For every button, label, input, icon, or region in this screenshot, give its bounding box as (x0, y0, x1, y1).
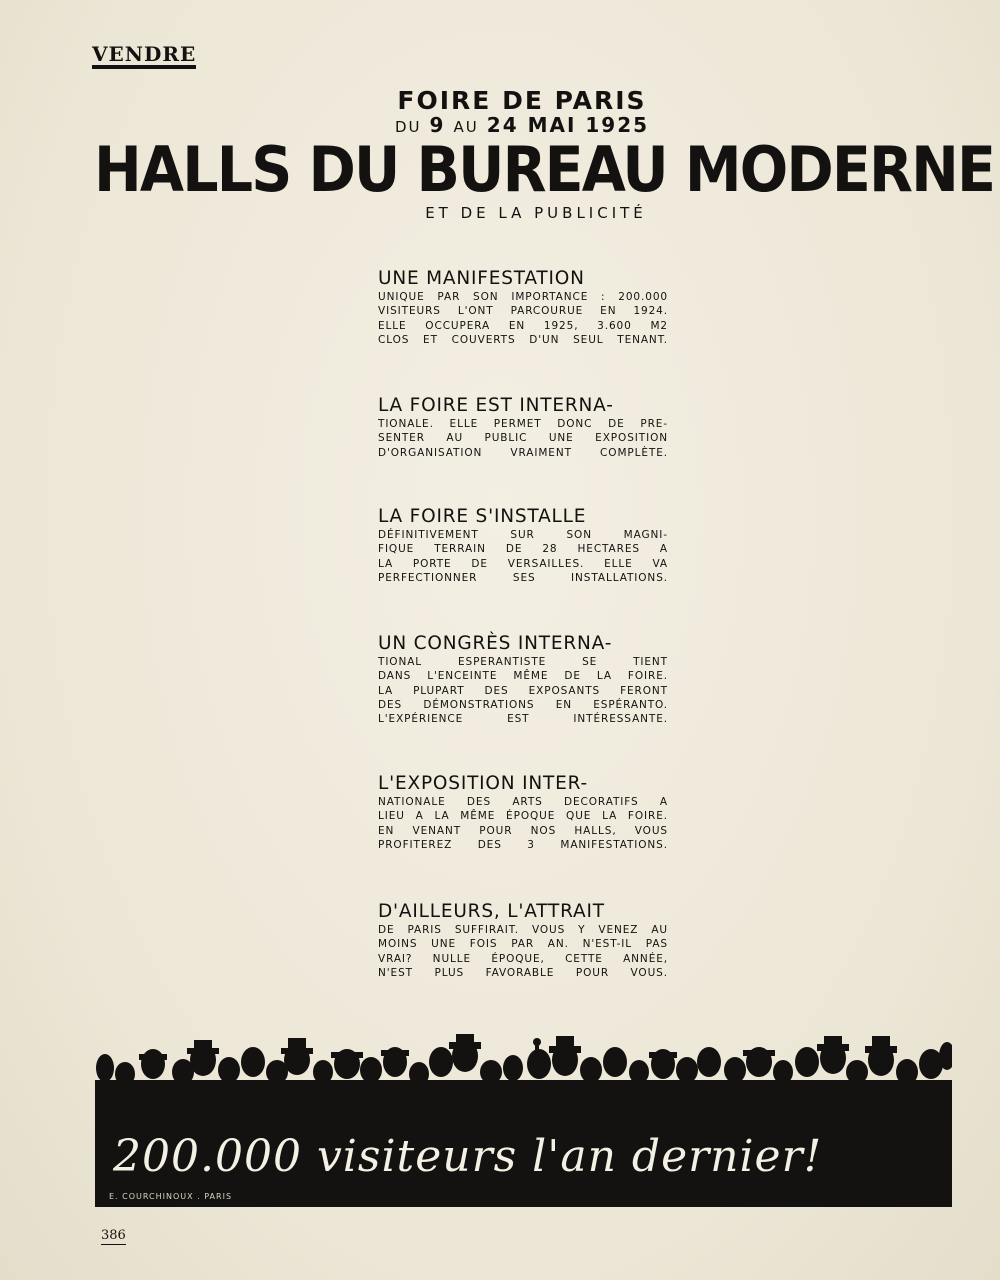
block-line: LA PLUPART DES EXPOSANTS FERONT (378, 684, 668, 697)
block-line: DES DÉMONSTRATIONS EN ESPÉRANTO. (378, 698, 668, 711)
block-line: PROFITEREZ DES 3 MANIFESTATIONS. (378, 838, 668, 851)
block-heading: LA FOIRE S'INSTALLE (378, 506, 587, 527)
block-line: L'EXPÉRIENCE EST INTÉRESSANTE. (378, 713, 668, 726)
text-block (378, 506, 668, 585)
block-heading: UN CONGRÈS INTERNA- (378, 633, 613, 654)
text-block (378, 268, 668, 347)
block-body (378, 417, 668, 460)
artist-signature: E. COURCHINOUX . PARIS (109, 1192, 233, 1201)
crowd-banner (95, 1034, 952, 1207)
block-line: DE PARIS SUFFIRAIT. VOUS Y VENEZ AU (378, 924, 668, 936)
block-body (378, 923, 668, 980)
block-line: N'EST PLUS FAVORABLE POUR VOUS. (378, 966, 668, 979)
text-block (378, 773, 668, 852)
block-line: PERFECTIONNER SES INSTALLATIONS. (378, 571, 668, 584)
dates-au: AU (453, 118, 479, 136)
block-body (378, 528, 668, 585)
block-line: FIQUE TERRAIN DE 28 HECTARES A (378, 543, 668, 556)
block-heading: L'EXPOSITION INTER- (378, 773, 588, 794)
block-line: VISITEURS L'ONT PARCOURUE EN 1924. (378, 305, 668, 318)
banner-slogan: 200.000 visiteurs l'an dernier! (113, 1131, 823, 1182)
block-line: D'ORGANISATION VRAIMENT COMPLÈTE. (378, 446, 668, 459)
block-line: MOINS UNE FOIS PAR AN. N'EST-IL PAS (378, 938, 668, 951)
block-line: TIONALE. ELLE PERMET DONC DE PRE- (378, 418, 668, 430)
text-block (378, 633, 668, 726)
main-title: HALLS DU BUREAU MODERNE (94, 133, 995, 206)
block-line: NATIONALE DES ARTS DECORATIFS A (378, 796, 668, 808)
block-line: LA PORTE DE VERSAILLES. ELLE VA (378, 557, 668, 570)
block-line: DANS L'ENCEINTE MÊME DE LA FOIRE. (378, 670, 668, 683)
block-heading: LA FOIRE EST INTERNA- (378, 395, 614, 416)
block-line: EN VENANT POUR NOS HALLS, VOUS (378, 824, 668, 837)
block-heading: UNE MANIFESTATION (378, 268, 585, 289)
text-block (378, 901, 668, 980)
block-line: CLOS ET COUVERTS D'UN SEUL TENANT. (378, 333, 668, 346)
block-line: DÉFINITIVEMENT SUR SON MAGNI- (378, 529, 668, 541)
block-line: SENTER AU PUBLIC UNE EXPOSITION (378, 432, 668, 445)
section-label: VENDRE (92, 44, 196, 69)
block-line: TIONAL ESPERANTISTE SE TIENT (378, 656, 668, 668)
block-heading: D'AILLEURS, L'ATTRAIT (378, 901, 605, 922)
block-line: UNIQUE PAR SON IMPORTANCE : 200.000 (378, 291, 668, 303)
block-body (378, 795, 668, 852)
dates-start-day: 9 (429, 113, 446, 137)
event-name: FOIRE DE PARIS (397, 86, 647, 115)
page-number: 386 (101, 1228, 126, 1243)
dates-du: DU (394, 118, 422, 136)
block-line: ELLE OCCUPERA EN 1925, 3.600 M2 (378, 319, 668, 332)
dates-end: 24 MAI 1925 (486, 113, 650, 137)
block-line: LIEU A LA MÊME ÉPOQUE QUE LA FOIRE. (378, 810, 668, 823)
text-block (378, 395, 668, 460)
block-body (378, 655, 668, 726)
block-line: VRAI? NULLE ÉPOQUE, CETTE ANNÉE, (378, 952, 668, 965)
block-body (378, 290, 668, 347)
subtitle: ET DE LA PUBLICITÉ (425, 204, 647, 222)
